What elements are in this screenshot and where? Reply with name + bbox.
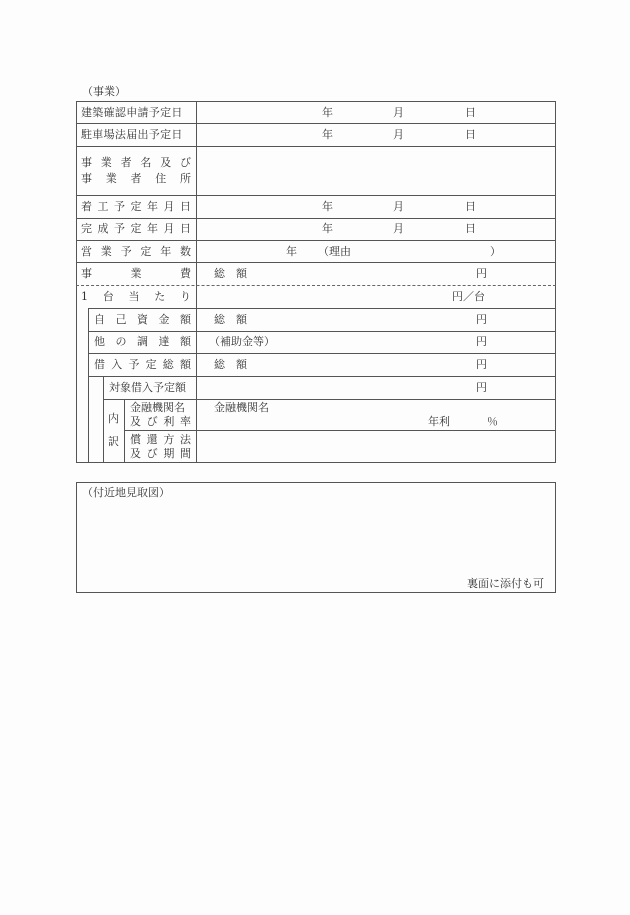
day-unit: 日	[465, 222, 476, 235]
jigyosha-input[interactable]	[197, 147, 555, 194]
yen-unit: 円	[476, 358, 487, 371]
label-shokan-period: 及 び 期 間	[130, 447, 191, 460]
year-unit: 年	[322, 200, 333, 213]
row-line	[76, 262, 556, 263]
row-line	[88, 331, 556, 332]
year-unit: 年	[322, 106, 333, 119]
label-chakko-date: 着 工 予 定 年 月 日	[81, 200, 191, 213]
row-line	[88, 308, 556, 309]
year-unit: 年	[322, 222, 333, 235]
label-kariire-total: 借 入 予 定 総 額	[94, 358, 191, 371]
month-unit: 月	[393, 106, 404, 119]
indent-line	[103, 376, 104, 463]
yen-unit: 円	[476, 381, 487, 394]
yen-unit: 円	[476, 335, 487, 348]
row-line	[88, 353, 556, 354]
dashed-row-line	[76, 285, 556, 286]
yen-per-unit: 円／台	[452, 290, 485, 303]
total-label: 総 額	[214, 267, 247, 280]
section-label: （事業）	[82, 85, 126, 98]
day-unit: 日	[465, 106, 476, 119]
vicinity-map-title: （付近地見取図）	[82, 486, 170, 499]
row-line	[103, 399, 556, 400]
yen-unit: 円	[476, 267, 487, 280]
indent-line	[124, 399, 125, 463]
label-kinyu-name: 金融機関名	[130, 401, 185, 414]
label-uchiwake-bottom: 訳	[108, 435, 119, 448]
label-taisho-kariire: 対象借入予定額	[109, 381, 186, 394]
row-line	[76, 240, 556, 241]
reason-close: ）	[490, 245, 501, 258]
label-chushajo-date: 駐車場法届出予定日	[81, 128, 183, 141]
row-line	[76, 195, 556, 196]
label-kansei-date: 完 成 予 定 年 月 日	[81, 222, 191, 235]
label-jiko-shikin: 自 己 資 金 額	[94, 313, 191, 326]
indent-line	[88, 308, 89, 463]
label-jigyohi: 事 業 費	[81, 267, 191, 280]
month-unit: 月	[393, 222, 404, 235]
label-kinyu-rate: 及 び 利 率	[130, 415, 191, 428]
label-jigyosha-address: 事 業 者 住 所	[81, 172, 191, 185]
label-kenchiku-date: 建築確認申請予定日	[81, 106, 183, 119]
attach-back-note: 裏面に添付も可	[467, 577, 544, 590]
year-unit: 年	[322, 128, 333, 141]
percent-unit: ％	[487, 415, 498, 428]
label-shokan-method: 償 還 方 法	[130, 433, 191, 446]
total-label: 総 額	[214, 358, 247, 371]
day-unit: 日	[465, 128, 476, 141]
label-tano-chotatsu: 他 の 調 達 額	[94, 335, 191, 348]
label-per-unit: 1 台 当 た り	[81, 290, 191, 303]
kinyu-value-label: 金融機関名	[214, 401, 269, 414]
row-line	[88, 376, 556, 377]
total-label: 総 額	[214, 313, 247, 326]
subsidy-note: （補助金等）	[209, 335, 275, 348]
month-unit: 月	[393, 128, 404, 141]
label-eigyo-years: 営 業 予 定 年 数	[81, 245, 191, 258]
label-jigyosha-name: 事 業 者 名 及 び	[81, 156, 191, 169]
day-unit: 日	[465, 200, 476, 213]
year-unit: 年	[286, 245, 297, 258]
shokan-input[interactable]	[197, 431, 555, 462]
reason-open: （理由	[318, 245, 351, 258]
rate-label: 年利	[428, 415, 450, 428]
label-uchiwake-top: 内	[108, 412, 119, 425]
row-line	[76, 218, 556, 219]
yen-unit: 円	[476, 313, 487, 326]
row-line	[76, 123, 556, 124]
month-unit: 月	[393, 200, 404, 213]
